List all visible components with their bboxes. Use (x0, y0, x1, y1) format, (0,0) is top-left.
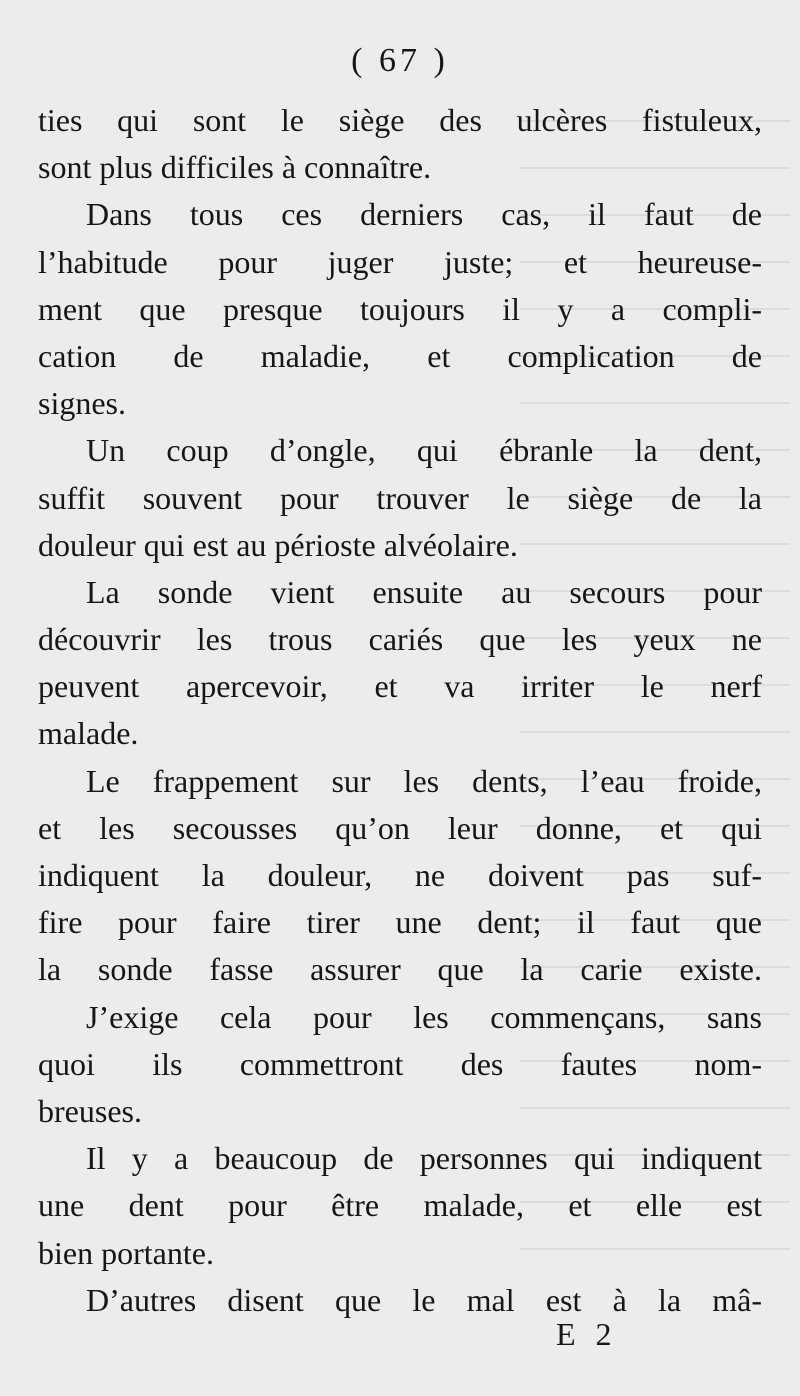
text-line: signes. (38, 385, 126, 422)
text-line: sont plus difficiles à connaître. (38, 149, 432, 186)
paragraph-start-line: Il y a beaucoup de personnes qui indiquent (86, 1140, 762, 1177)
paragraph-start-line: D’autres disent que le mal est à la mâ- (86, 1281, 762, 1318)
text-line: malade. (38, 715, 139, 752)
text-line: ties qui sont le siège des ulcères fistuleux, (38, 102, 762, 138)
text-line: fire pour faire tirer une dent; il faut que (38, 904, 762, 941)
text-line: ment que presque toujours il y a compli- (38, 290, 762, 327)
text-line: suffit souvent pour trouver le siège de la (38, 479, 762, 516)
text-line: une dent pour être malade, et elle est (38, 1187, 762, 1224)
text-line: indiquent la douleur, ne doivent pas suf- (38, 857, 762, 893)
text-line: breuses. (38, 1092, 142, 1129)
paragraph-start-line: La sonde vient ensuite au secours pour (86, 573, 762, 610)
text-line: découvrir les trous cariés que les yeux ne (38, 621, 762, 658)
text-line: et les secousses qu’on leur donne, et qui (38, 809, 762, 846)
text-line: cation de maladie, et complication de (38, 337, 762, 374)
page-number: ( 67 ) (351, 42, 449, 79)
text-line: douleur qui est au périoste alvéolaire. (38, 526, 518, 563)
text-line: peuvent apercevoir, et va irriter le nerf (38, 668, 762, 705)
text-line: bien portante. (38, 1234, 214, 1271)
text-line: l’habitude pour juger juste; et heureuse- (38, 243, 762, 280)
text-line: quoi ils commettront des fautes nom- (38, 1045, 762, 1082)
paragraph-start-line: Un coup d’ongle, qui ébranle la dent, (86, 432, 762, 469)
paragraph-start-line: Le frappement sur les dents, l’eau froide, (86, 762, 762, 799)
signature-mark: E 2 (556, 1316, 618, 1352)
body-text (38, 97, 762, 1324)
paragraph-start-line: J’exige cela pour les commençans, sans (86, 998, 762, 1035)
text-line: la sonde fasse assurer que la carie existe. (38, 951, 762, 988)
paragraph-start-line: Dans tous ces derniers cas, il faut de (86, 196, 762, 233)
